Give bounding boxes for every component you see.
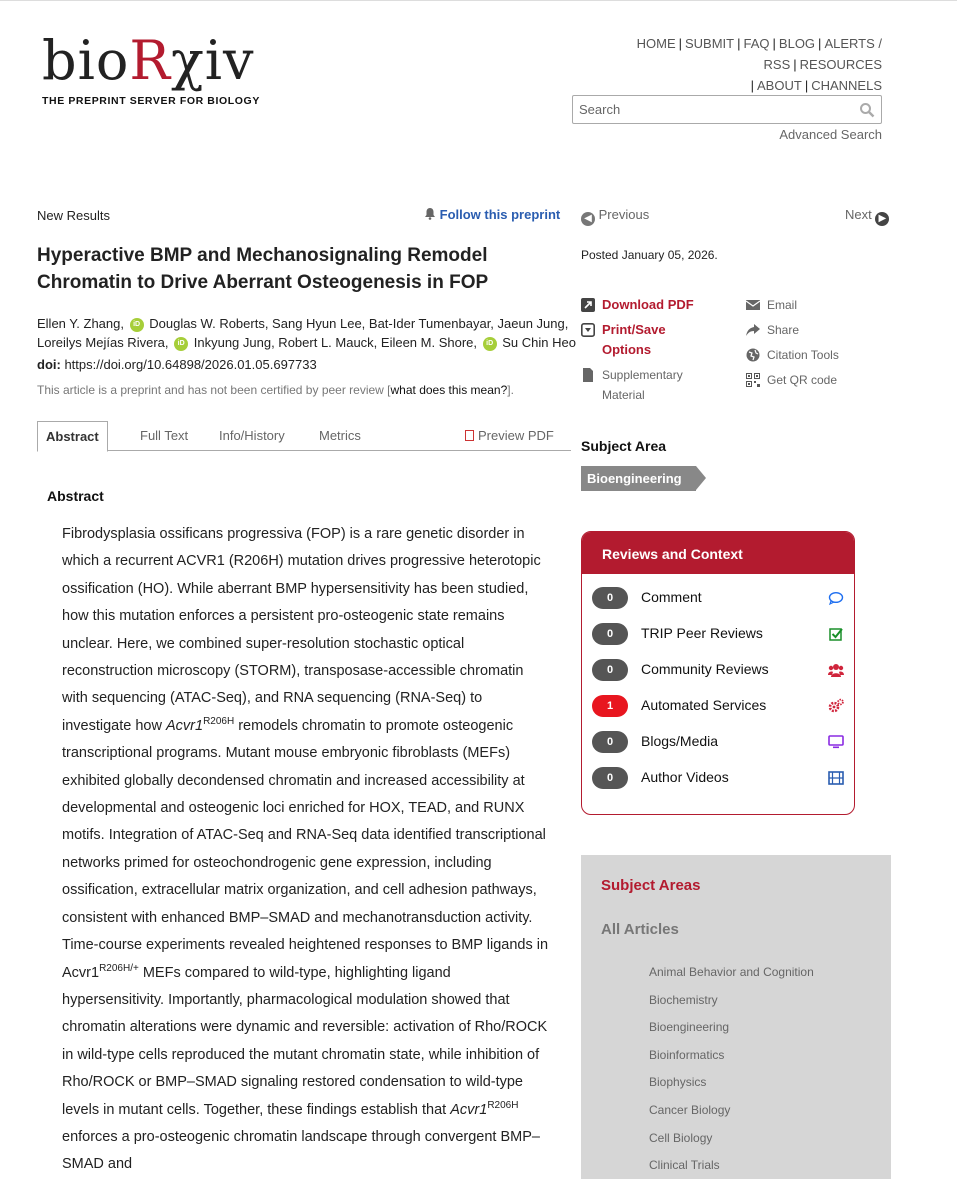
author-group[interactable]: Su Chin Heo: [502, 335, 576, 350]
search-icon[interactable]: [859, 102, 875, 118]
film-icon: [828, 770, 844, 786]
author-group[interactable]: Inkyung Jung, Robert L. Mauck, Eileen M. Shore,: [193, 335, 478, 350]
dropdown-square-icon: [581, 323, 595, 337]
qr-code-link[interactable]: Get QR code: [746, 370, 837, 390]
all-articles-link[interactable]: All Articles: [601, 921, 679, 938]
count-badge: 0: [592, 587, 628, 609]
author-list: [37, 314, 577, 352]
nav-blog[interactable]: BLOG: [778, 36, 816, 51]
author-group[interactable]: Loreilys Mejías Rivera,: [37, 335, 169, 350]
top-navigation: [522, 33, 882, 96]
email-link[interactable]: Email: [746, 295, 797, 315]
review-row-trip-peer-reviews[interactable]: 0 TRIP Peer Reviews: [592, 623, 844, 645]
nav-home[interactable]: HOME: [636, 36, 676, 51]
checkbox-check-icon: [828, 626, 844, 642]
pdf-file-icon: [465, 430, 474, 441]
count-badge: 0: [592, 623, 628, 645]
arrow-left-icon: ◀: [581, 212, 595, 226]
follow-preprint-button[interactable]: [424, 207, 560, 222]
globe-icon: [746, 348, 760, 362]
orcid-icon[interactable]: iD: [130, 318, 144, 332]
subject-item[interactable]: Clinical Trials: [649, 1158, 720, 1173]
subject-item[interactable]: Bioengineering: [649, 1020, 730, 1035]
share-icon: [746, 323, 760, 337]
nav-row-2: | ABOUT | CHANNELS: [750, 78, 882, 93]
author-group[interactable]: Douglas W. Roberts, Sang Hyun Lee, Bat-Ider Tumenbayar, Jaeun Jung,: [149, 316, 569, 331]
author-group[interactable]: Ellen Y. Zhang,: [37, 316, 124, 331]
nav-faq[interactable]: FAQ: [743, 36, 770, 51]
nav-alerts-rss[interactable]: ALERTS / RSS: [763, 36, 882, 72]
nav-about[interactable]: ABOUT: [757, 78, 802, 93]
nav-row-1: HOME | SUBMIT | FAQ | BLOG | ALERTS / RSS | RESOURCES: [636, 36, 882, 72]
article-title: Hyperactive BMP and Mechanosignaling Remodel Chromatin to Drive Aberrant Osteogenesis in FOP: [37, 245, 489, 293]
abstract-text: Fibrodysplasia ossificans progressiva (FOP) is a rare genetic disorder in which a recurrent ACVR1 (R206H) mutation drives progressive heterotopic ossification (HO). While aberrant BMP hypersensitivity has been studied, how this mutation enforces a persistent pro-osteogenic state remains unclear. Here, we combined super-resolution stochastic optical reconstruction microscopy (STORM), transposase-accessible chromatin with sequencing (ATAC-Seq), and RNA sequencing (RNA-Seq) to investigate how $Acvr1^{R206H}$ remodels chromatin to promote osteogenic transcriptional programs. Mutant mouse embryonic fibroblasts (MEFs) exhibited globally decondensed chromatin and increased accessibility at developmental and osteogenic loci enriched for HOX, TEAD, and RUNX motifs. Integration of ATAC-Seq and RNA-Seq data identified transcriptional networks primed for osteochondrogenic gene expression, including ossification, extracellular matrix organization, and cell adhesion pathways, consistent with enhanced BMP–SMAD and mechanotransduction activity. Time-course experiments revealed heightened responses to BMP ligands in $Acvr1^{R206H/+}$ MEFs compared to wild-type, highlighting ligand hypersensitivity. Importantly, pharmacological modulation showed that chromatin alterations were dynamic and reversible: activation of Rho/ROCK in wild-type cells reproduced the mutant chromatin state, while inhibition of Rho/ROCK or BMP–SMAD signaling restored condensation to wild-type levels in mutant cells. Together, these findings establish that $Acvr1^{R206H}$ enforces a pro-osteogenic chromatin landscape through convergent BMP–SMAD and: [62, 526, 549, 1173]
abstract-heading: Abstract: [47, 488, 104, 504]
count-badge: 0: [592, 659, 628, 681]
gears-icon: [828, 698, 844, 714]
peer-review-disclaimer: This article is a preprint and has not been certified by peer review [what does this mean?].: [37, 383, 514, 397]
download-pdf-link[interactable]: Download PDF: [581, 295, 731, 315]
search-input[interactable]: [573, 96, 853, 123]
posted-date: Posted January 05, 2026.: [581, 248, 718, 262]
article-tabs: [37, 421, 571, 451]
monitor-icon: [828, 734, 844, 750]
nav-submit[interactable]: SUBMIT: [685, 36, 735, 51]
count-badge: 0: [592, 731, 628, 753]
subject-areas-heading: Subject Areas: [601, 877, 701, 894]
review-row-community-reviews[interactable]: 0 Community Reviews: [592, 659, 844, 681]
subject-item[interactable]: Biophysics: [649, 1075, 707, 1090]
supplementary-material-link[interactable]: Supplementary Material: [581, 365, 711, 405]
arrow-right-icon: ▶: [875, 212, 889, 226]
subject-areas-panel: [581, 855, 891, 1179]
doi-line: [37, 357, 317, 372]
what-does-this-mean-link[interactable]: what does this mean?: [390, 383, 508, 397]
doi-link[interactable]: https://doi.org/10.64898/2026.01.05.697733: [64, 357, 317, 372]
next-link[interactable]: Next ▶: [845, 207, 889, 226]
article-category: New Results: [37, 208, 110, 223]
subject-item[interactable]: Cell Biology: [649, 1130, 713, 1145]
logo-tagline: THE PREPRINT SERVER FOR BIOLOGY: [42, 95, 260, 107]
file-icon: [581, 368, 595, 382]
subject-item[interactable]: Bioinformatics: [649, 1047, 725, 1062]
subject-list: [649, 962, 814, 1179]
tab-metrics[interactable]: Metrics: [319, 428, 361, 443]
reviews-heading: Reviews and Context: [582, 532, 854, 574]
count-badge: 1: [592, 695, 628, 717]
orcid-icon[interactable]: iD: [483, 337, 497, 351]
tab-full-text[interactable]: Full Text: [140, 428, 189, 443]
envelope-icon: [746, 298, 760, 312]
subject-area-heading: Subject Area: [581, 438, 667, 454]
tab-info-history[interactable]: Info/History: [219, 428, 285, 443]
external-link-icon: [581, 298, 595, 312]
preview-pdf-button[interactable]: [465, 421, 554, 451]
review-row-comment[interactable]: 0 Comment: [592, 587, 844, 609]
nav-channels[interactable]: CHANNELS: [811, 78, 882, 93]
subject-item[interactable]: Biochemistry: [649, 992, 718, 1007]
biorxiv-logo[interactable]: [42, 31, 260, 107]
subject-tag[interactable]: Bioengineering: [581, 466, 696, 491]
reviews-context-panel: [581, 531, 855, 815]
tab-abstract[interactable]: Abstract: [37, 421, 108, 452]
users-icon: [828, 662, 844, 678]
qr-code-icon: [746, 373, 760, 387]
orcid-icon[interactable]: iD: [174, 337, 188, 351]
comment-icon: [828, 590, 844, 606]
review-row-author-videos[interactable]: 0 Author Videos: [592, 767, 844, 789]
count-badge: 0: [592, 767, 628, 789]
preview-pdf-label: Preview PDF: [478, 428, 554, 443]
review-row-blogs-media[interactable]: 0 Blogs/Media: [592, 731, 844, 753]
subject-item[interactable]: Cancer Biology: [649, 1102, 731, 1117]
review-row-automated-services[interactable]: 1 Automated Services: [592, 695, 844, 717]
search-box: [572, 95, 882, 124]
bell-icon: [424, 207, 436, 220]
citation-tools-link[interactable]: Citation Tools: [746, 345, 839, 365]
follow-label: Follow this preprint: [439, 207, 561, 222]
advanced-search-link[interactable]: Advanced Search: [779, 127, 882, 142]
previous-link[interactable]: ◀ Previous: [581, 207, 649, 226]
print-save-options-link[interactable]: Print/Save Options: [581, 320, 701, 360]
subject-item[interactable]: Animal Behavior and Cognition: [649, 965, 814, 979]
share-link[interactable]: Share: [746, 320, 799, 340]
doi-label: doi:: [37, 357, 61, 372]
logo-wordmark: bioRχiv: [42, 29, 255, 92]
nav-resources[interactable]: RESOURCES: [799, 57, 882, 72]
